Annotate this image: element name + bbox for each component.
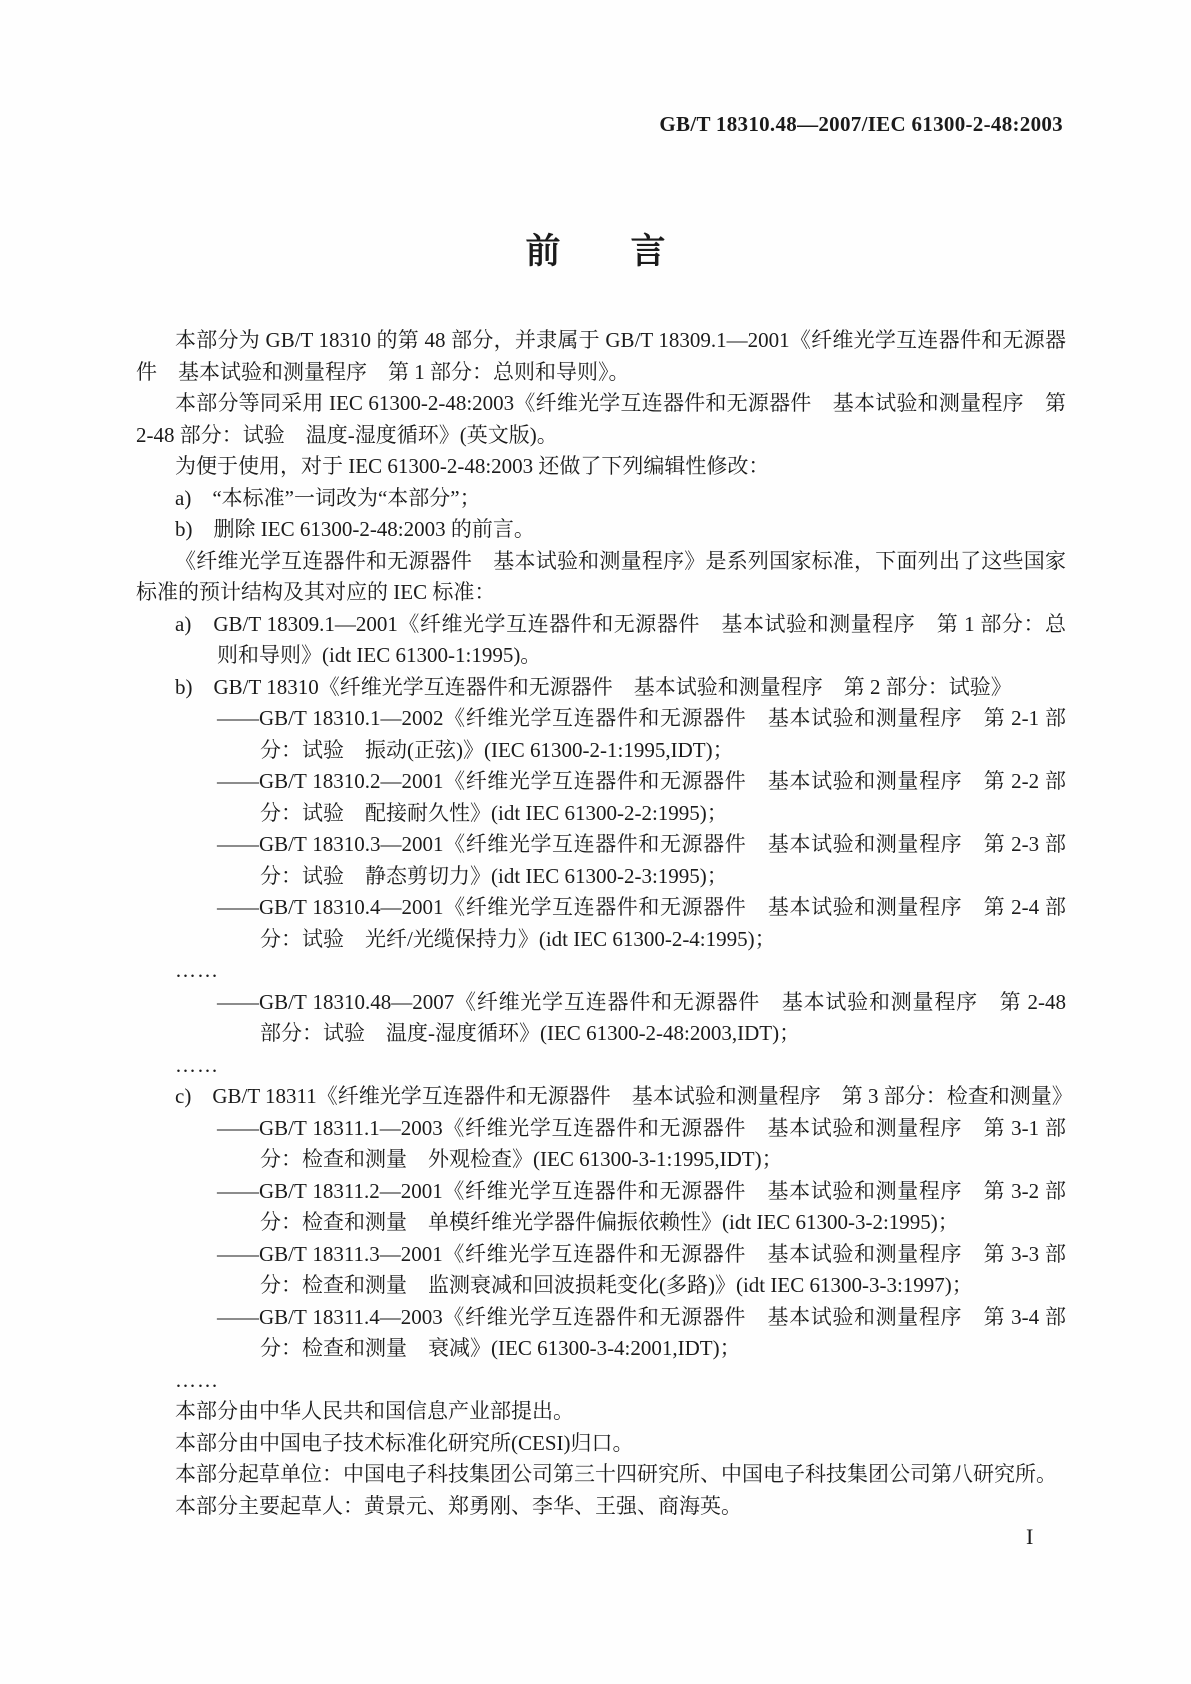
standard-list-item-b: b) GB/T 18310《纤维光学互连器件和无源器件 基本试验和测量程序 第 2 部分：试验》 xyxy=(175,674,1012,699)
standard-list-item-c: c) GB/T 18311《纤维光学互连器件和无源器件 基本试验和测量程序 第 3 部分：检查和测量》 xyxy=(175,1084,1073,1108)
standard-list-item-a: a) GB/T 18309.1—2001《纤维光学互连器件和无源器件 基本试验和测量程序 第 1 部分：总则和导则》(idt IEC 61300-1:1995)。 xyxy=(175,611,1066,667)
ellipsis-line-1: …… xyxy=(175,958,219,982)
series-standards-intro: 《纤维光学互连器件和无源器件 基本试验和测量程序》是系列国家标准，下面列出了这些国家标准的预计结构及其对应的 IEC 标准： xyxy=(136,548,1066,604)
ellipsis-line-2: …… xyxy=(175,1052,219,1077)
substandard-item-18310-2: ——GB/T 18310.2—2001《纤维光学互连器件和无源器件 基本试验和测量程序 第 2-2 部分：试验 配接耐久性》(idt IEC 61300-2-2:1995)； xyxy=(217,769,1066,825)
editorial-changes-intro: 为便于使用，对于 IEC 61300-2-48:2003 还做了下列编辑性修改： xyxy=(175,454,770,478)
page-number: I xyxy=(1026,1524,1034,1549)
drafters-paragraph: 本部分主要起草人：黄景元、郑勇刚、李华、王强、商海英。 xyxy=(175,1493,742,1518)
substandard-item-18311-3: ——GB/T 18311.3—2001《纤维光学互连器件和无源器件 基本试验和测量程序 第 3-3 部分：检查和测量 监测衰减和回波损耗变化(多路)》(idt IEC 61300-3-3:1997)； xyxy=(217,1241,1066,1297)
standard-number-header: GB/T 18310.48—2007/IEC 61300-2-48:2003 xyxy=(659,112,1063,136)
substandard-item-18311-1: ——GB/T 18311.1—2003《纤维光学互连器件和无源器件 基本试验和测量程序 第 3-1 部分：检查和测量 外观检查》(IEC 61300-3-1:1995,IDT)； xyxy=(217,1115,1066,1171)
substandard-item-18310-4: ——GB/T 18310.4—2001《纤维光学互连器件和无源器件 基本试验和测量程序 第 2-4 部分：试验 光纤/光缆保持力》(idt IEC 61300-2-4:1995)； xyxy=(217,895,1066,951)
intro-paragraph: 本部分为 GB/T 18310 的第 48 部分，并隶属于 GB/T 18309.1—2001《纤维光学互连器件和无源器件 基本试验和测量程序 第 1 部分：总则和导则》。 xyxy=(136,328,1066,384)
page-title: 前 言 xyxy=(525,232,666,271)
substandard-item-18311-2: ——GB/T 18311.2—2001《纤维光学互连器件和无源器件 基本试验和测量程序 第 3-2 部分：检查和测量 单模纤维光学器件偏振依赖性》(idt IEC 61300-3-2:1995)； xyxy=(217,1178,1066,1234)
substandard-item-18310-3: ——GB/T 18310.3—2001《纤维光学互连器件和无源器件 基本试验和测量程序 第 2-3 部分：试验 静态剪切力》(idt IEC 61300-2-3:1995)； xyxy=(217,832,1066,888)
editorial-change-item-a: a) “本标准”一词改为“本部分”； xyxy=(175,485,481,510)
ellipsis-line-3: …… xyxy=(175,1367,219,1392)
proposer-paragraph: 本部分由中华人民共和国信息产业部提出。 xyxy=(175,1399,574,1423)
editorial-change-item-b: b) 删除 IEC 61300-2-48:2003 的前言。 xyxy=(175,517,535,541)
substandard-item-18311-4: ——GB/T 18311.4—2003《纤维光学互连器件和无源器件 基本试验和测量程序 第 3-4 部分：检查和测量 衰减》(IEC 61300-3-4:2001,IDT)； xyxy=(217,1304,1066,1360)
foreword-body xyxy=(136,325,1073,1522)
centralizer-paragraph: 本部分由中国电子技术标准化研究所(CESI)归口。 xyxy=(175,1430,634,1455)
drafting-units-paragraph: 本部分起草单位：中国电子科技集团公司第三十四研究所、中国电子科技集团公司第八研究所。 xyxy=(175,1462,1057,1486)
adoption-paragraph: 本部分等同采用 IEC 61300-2-48:2003《纤维光学互连器件和无源器件 基本试验和测量程序 第 2-48 部分：试验 温度-湿度循环》(英文版)。 xyxy=(136,391,1066,447)
substandard-item-18310-48: ——GB/T 18310.48—2007《纤维光学互连器件和无源器件 基本试验和测量程序 第 2-48 部分：试验 温度-湿度循环》(IEC 61300-2-48:2003,IDT)； xyxy=(217,989,1066,1045)
substandard-item-18310-1: ——GB/T 18310.1—2002《纤维光学互连器件和无源器件 基本试验和测量程序 第 2-1 部分：试验 振动(正弦)》(IEC 61300-2-1:1995,IDT)； xyxy=(217,706,1066,762)
